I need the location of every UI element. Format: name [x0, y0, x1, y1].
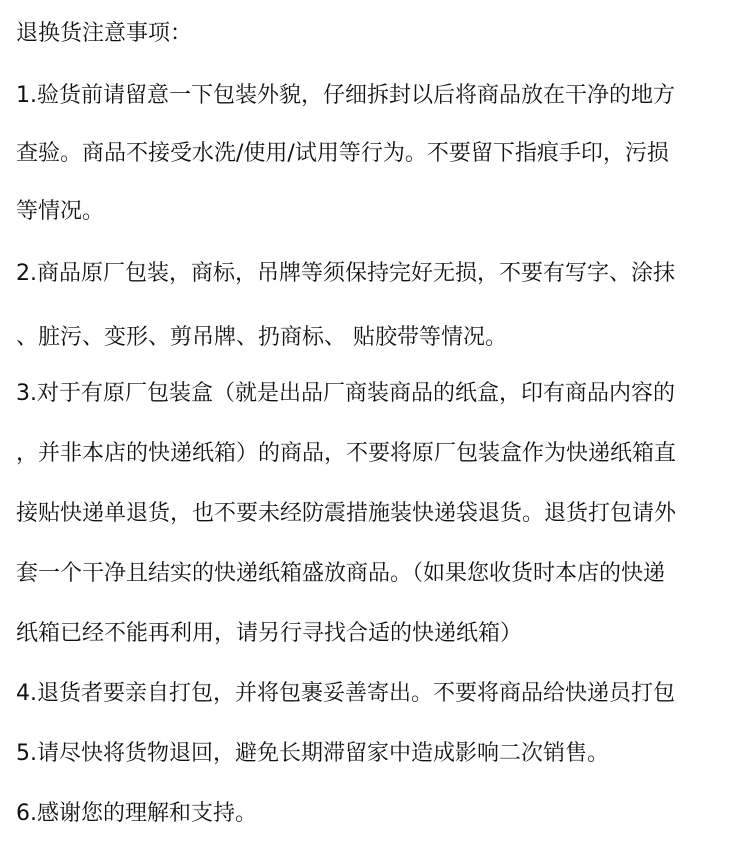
notice-line: 纸箱已经不能再利用，请另行寻找合适的快递纸箱） — [16, 621, 523, 646]
notice-title: 退换货注意事项： — [16, 21, 193, 46]
notice-line: 套一个干净且结实的快递纸箱盛放商品。（如果您收货时本店的快递 — [16, 561, 666, 586]
notice-line: 等情况。 — [16, 199, 105, 224]
notice-line: 、脏污、变形、剪吊牌、扔商标、 贴胶带等情况。 — [16, 325, 507, 350]
notice-line: 5.请尽快将货物退回，避免长期滞留家中造成影响二次销售。 — [16, 741, 609, 766]
notice-line: 查验。商品不接受水洗/使用/试用等行为。不要留下指痕手印，污损 — [16, 141, 669, 166]
notice-line: 3.对于有原厂包装盒（就是出品厂商装商品的纸盒，印有商品内容的 — [16, 381, 675, 406]
notice-line: 2.商品原厂包装，商标，吊牌等须保持完好无损，不要有写字、涂抹 — [16, 261, 675, 286]
notice-line: 4.退货者要亲自打包，并将包裹妥善寄出。不要将商品给快递员打包 — [16, 681, 675, 706]
notice-line: 6.感谢您的理解和支持。 — [16, 801, 257, 826]
notice-line: ，并非本店的快递纸箱）的商品，不要将原厂包装盒作为快递纸箱直 — [16, 441, 677, 466]
notice-line: 接贴快递单退货，也不要未经防震措施装快递袋退货。退货打包请外 — [16, 501, 677, 526]
notice-line: 1.验货前请留意一下包装外貌，仔细拆封以后将商品放在干净的地方 — [16, 83, 675, 108]
